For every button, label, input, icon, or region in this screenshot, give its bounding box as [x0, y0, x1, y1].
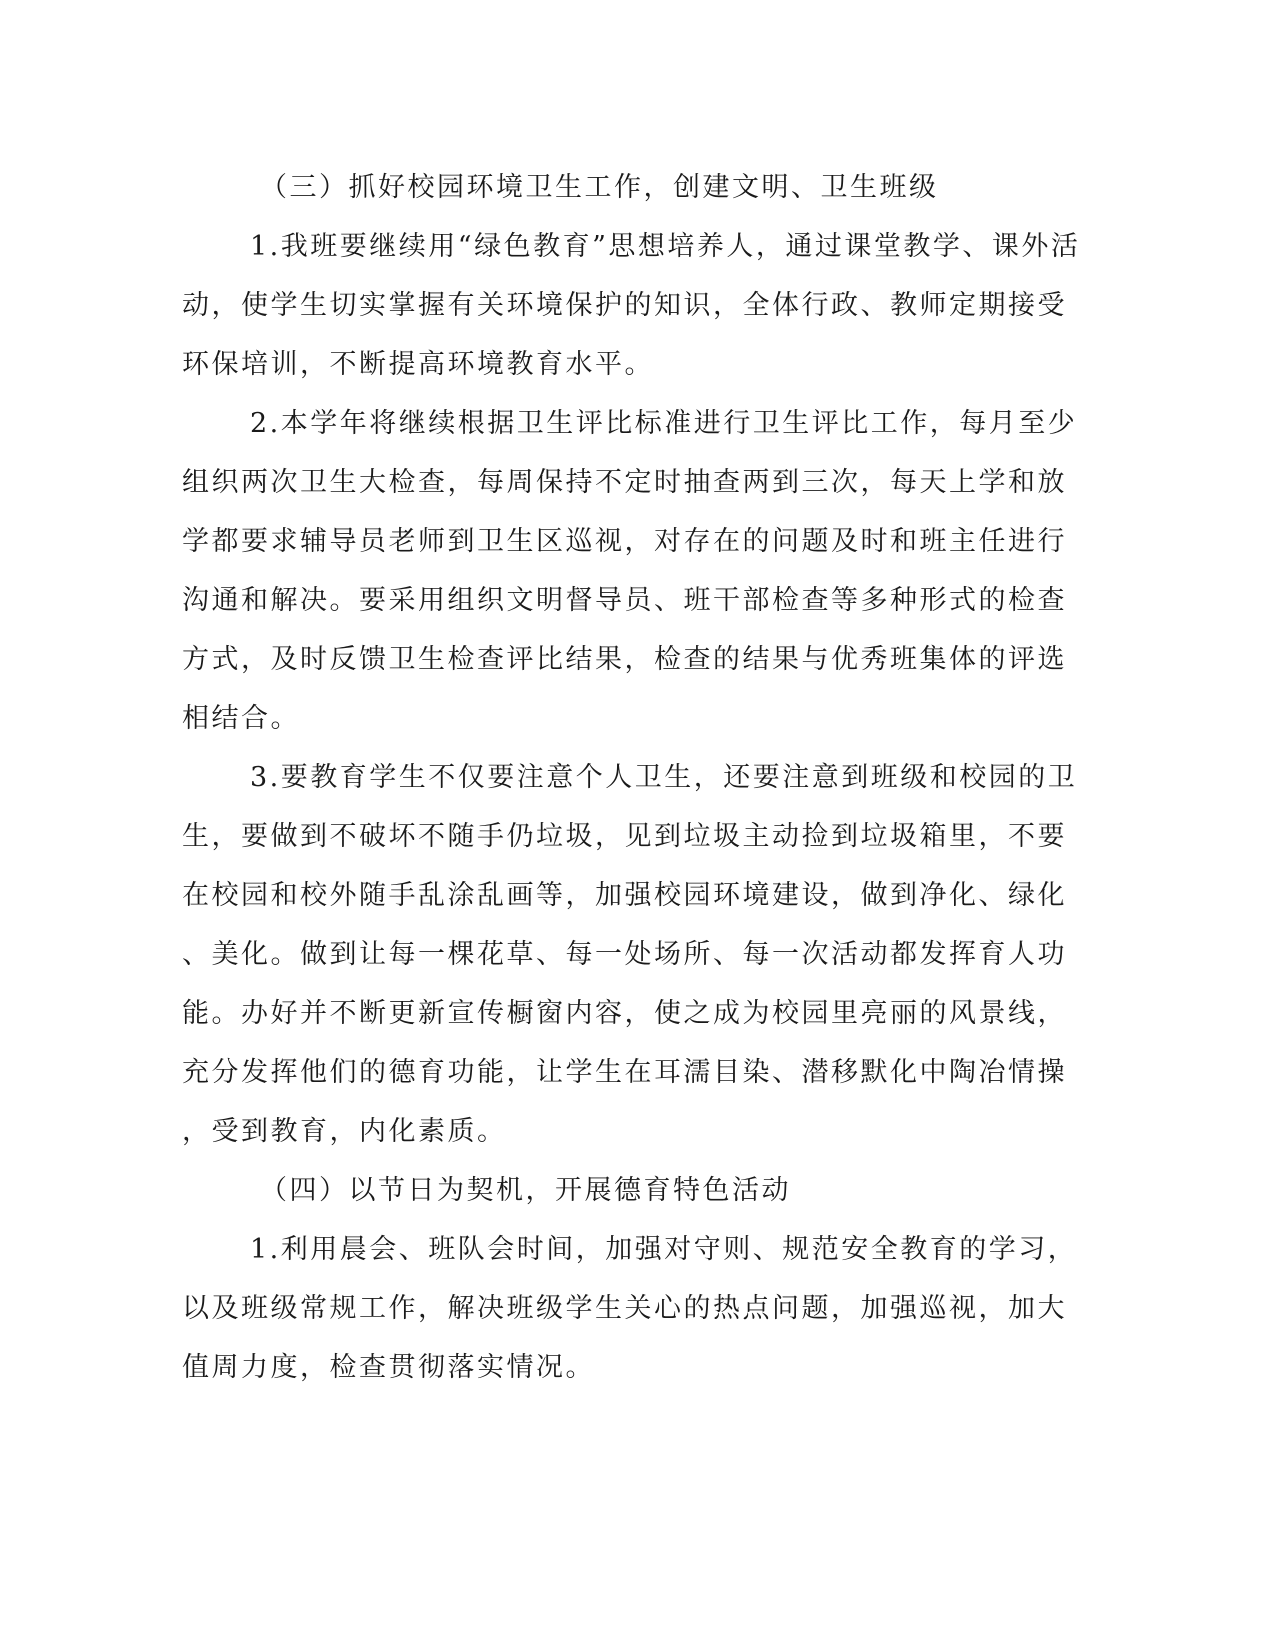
paragraph-line: 、美化。做到让每一棵花草、每一处场所、每一次活动都发挥育人功: [182, 939, 1067, 970]
section-4-heading: （四）以节日为契机，开展德育特色活动: [260, 1175, 791, 1206]
paragraph-line: 值周力度，检查贯彻落实情况。: [182, 1352, 595, 1383]
paragraph-line: 环保培训，不断提高环境教育水平。: [182, 349, 654, 380]
paragraph-line: 2.本学年将继续根据卫生评比标准进行卫生评比工作，每月至少: [250, 408, 1078, 439]
section-3-item-3: [182, 748, 1078, 1161]
paragraph-line: 方式，及时反馈卫生检查评比结果，检查的结果与优秀班集体的评选: [182, 644, 1067, 675]
section-3-item-2: [182, 394, 1078, 748]
paragraph-line: 组织两次卫生大检查，每周保持不定时抽查两到三次，每天上学和放: [182, 467, 1067, 498]
paragraph-line: 以及班级常规工作，解决班级学生关心的热点问题，加强巡视，加大: [182, 1293, 1067, 1324]
paragraph-line: 动，使学生切实掌握有关环境保护的知识，全体行政、教师定期接受: [182, 290, 1067, 321]
paragraph-line: 沟通和解决。要采用组织文明督导员、班干部检查等多种形式的检查: [182, 585, 1067, 616]
paragraph-line: 生，要做到不破坏不随手仍垃圾，见到垃圾主动捡到垃圾箱里，不要: [182, 821, 1067, 852]
paragraph-line: 在校园和校外随手乱涂乱画等，加强校园环境建设，做到净化、绿化: [182, 880, 1067, 911]
paragraph-line: 1.利用晨会、班队会时间，加强对守则、规范安全教育的学习，: [250, 1234, 1078, 1265]
paragraph-line: 1.我班要继续用“绿色教育”思想培养人，通过课堂教学、课外活: [250, 231, 1081, 262]
section-3-item-1: [182, 217, 1081, 394]
paragraph-line: 3.要教育学生不仅要注意个人卫生，还要注意到班级和校园的卫: [250, 762, 1078, 793]
section-4-item-1: [182, 1220, 1078, 1397]
document-body: [182, 158, 1081, 1397]
paragraph-line: 充分发挥他们的德育功能，让学生在耳濡目染、潜移默化中陶冶情操: [182, 1057, 1067, 1088]
paragraph-line: 学都要求辅导员老师到卫生区巡视，对存在的问题及时和班主任进行: [182, 526, 1067, 557]
paragraph-line: 能。办好并不断更新宣传橱窗内容，使之成为校园里亮丽的风景线，: [182, 998, 1067, 1029]
section-3-heading: （三）抓好校园环境卫生工作，创建文明、卫生班级: [260, 172, 939, 203]
paragraph-line: 相结合。: [182, 703, 300, 734]
paragraph-line: ，受到教育，内化素质。: [182, 1116, 507, 1147]
